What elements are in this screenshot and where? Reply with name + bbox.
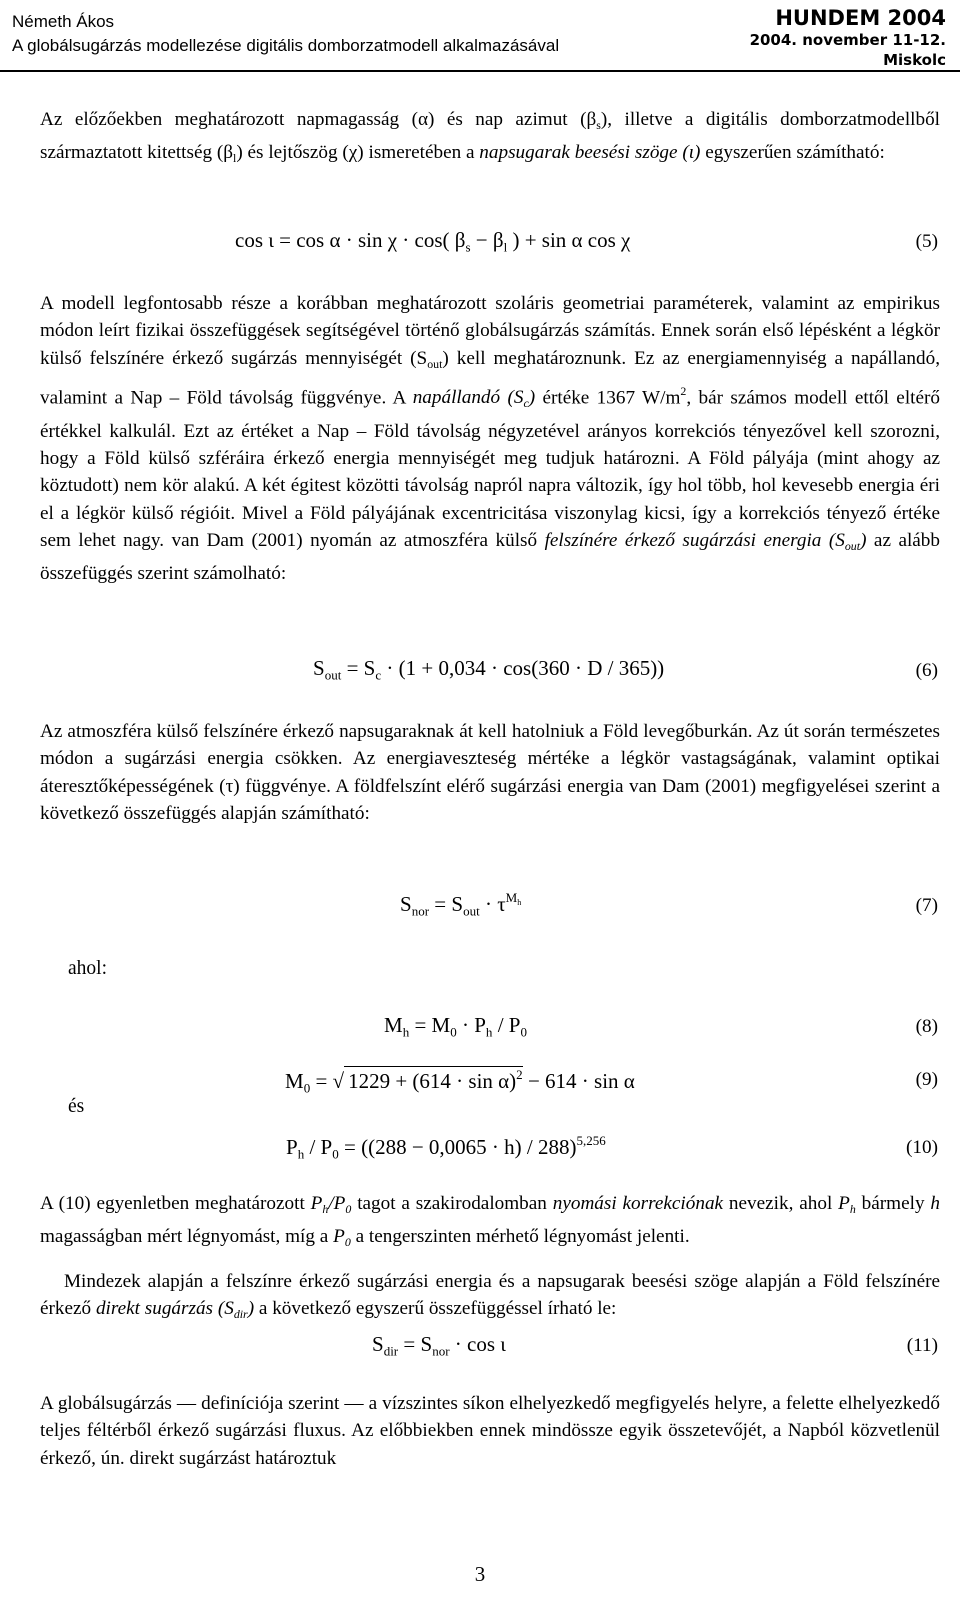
eq-part: / P (304, 1135, 333, 1160)
italic-run: ) (247, 1298, 255, 1320)
eq-sub: 0 (332, 1146, 339, 1162)
paper-title: A globálsugárzás modellezése digitális domborzatmodell alkalmazásával (12, 36, 560, 55)
paragraph-atmosphere-loss: Az atmoszféra külső felszínére érkező napsugaraknak át kell hatolniuk a Föld levegőburkán. Az út során természetes módon a sugárzási energia csökken. Az energiaveszteség mértéke a légkör vastagságának, valamint optikai áteresztőképességének (τ) függvénye. A földfelszínt elérő sugárzási energia van Dam (2001) megfigyelései szerint a következő összefüggés alapján számítható: (40, 721, 940, 824)
text-run: a tengerszinten mérhető légnyomást jelenti. (350, 1226, 690, 1248)
italic-run: /P (328, 1193, 346, 1214)
text-run: tagot a szakirodalomban (351, 1193, 553, 1214)
eq-sub: l (503, 239, 508, 255)
eq-part: = M (409, 1013, 451, 1037)
text-run: nevezik, ahol (723, 1193, 839, 1214)
text-run: ) kell meghatároznunk. Ez az energiamennyiség a napállandó, valamint a Nap – Föld távolság függvénye. A (40, 347, 940, 409)
equation-10 (286, 1133, 606, 1163)
eq-sub: out (324, 667, 342, 683)
text-run: értéke 1367 W/m (535, 387, 681, 409)
paragraph-pressure-correction (40, 1190, 940, 1257)
eq-part: S (400, 892, 412, 917)
paragraph-incidence-angle (40, 106, 940, 173)
equation-number-5: (5) (915, 231, 938, 252)
equation-number-8: (8) (915, 1016, 938, 1037)
paragraph-direct-radiation (40, 1268, 940, 1329)
paragraph-global-radiation: A globálsugárzás — definíciója szerint — a vízszintes síkon elhelyezkedő megfigyelés helyre, a felette elhelyezkedő teljes féltérből érkező sugárzási fluxus. Az előbbiekben ennek mindössze egyik összetevőjét, a Napból közvetlenül érkező, ún. direkt sugárzást határoztuk (40, 1393, 940, 1469)
text-run: egyszerűen számítható: (700, 142, 885, 164)
eq-part: · τ (479, 892, 506, 917)
equation-number-10: (10) (906, 1137, 938, 1158)
header-rule (0, 70, 960, 72)
eq-part: · cos ι (449, 1332, 506, 1356)
text-run: ) és lejtőszög (χ) ismeretében a (236, 142, 480, 164)
eq-part: 1229 + (614 · sin α) (348, 1069, 517, 1094)
eq-part: S (372, 1332, 384, 1356)
italic-run: P (310, 1193, 323, 1214)
eq-sub: h (297, 1146, 305, 1162)
subscript: 0 (345, 1202, 352, 1217)
italic-run: felszínére érkező sugárzási energia (S (544, 530, 845, 552)
author-name: Németh Ákos (12, 12, 115, 31)
text-run: az alább összefüggés szerint számolható: (40, 530, 940, 585)
conference-name: HUNDEM 2004 (775, 6, 946, 30)
italic-term: napsugarak beesési szöge (ι) (479, 142, 701, 164)
eq-sub: out (463, 903, 480, 919)
text-run: Az előzőekben meghatározott napmagasság (α) és nap azimut (β (40, 109, 597, 130)
eq-sub: c (375, 667, 382, 683)
eq-sub: 0 (303, 1080, 311, 1096)
eq-sub: 0 (520, 1024, 527, 1040)
eq-part: M (384, 1013, 403, 1037)
italic-term (544, 530, 867, 554)
eq-part: − 614 · sin α (522, 1069, 635, 1094)
eq-sub: h (517, 897, 522, 907)
page-number: 3 (474, 1562, 486, 1586)
equation-number-11: (11) (906, 1335, 938, 1356)
italic-run: napállandó (S (412, 387, 524, 409)
eq-part: / P (492, 1013, 521, 1037)
text-run: A modell legfontosabb része a korábban meghatározott szoláris geometriai paraméterek, valamint az empirikus módon leírt fizikai összefüggések segítségével történő globálsugárzás számítás. Ennek során első lépésként a légkör külső felszínére érkező sugárzás mennyiségét (S (40, 293, 940, 369)
eq-sup (506, 890, 522, 905)
label-es: és (68, 1096, 85, 1117)
eq-part: = ((288 − 0,0065 · h) / 288) (338, 1135, 577, 1160)
eq-part: = S (341, 656, 376, 680)
eq-part: M (285, 1069, 304, 1094)
eq-sub: nor (411, 903, 430, 919)
equation-7 (400, 890, 521, 920)
running-header-left (12, 10, 559, 58)
equation-5 (235, 228, 630, 256)
equation-number-7: (7) (915, 895, 938, 916)
paragraph-solar-constant (40, 290, 940, 588)
eq-sup-part: M (505, 890, 518, 905)
italic-term (412, 387, 536, 411)
eq-sub: s (465, 239, 471, 255)
eq-sup: 5,256 (576, 1133, 606, 1148)
subscript: c (523, 396, 529, 411)
label-ahol: ahol: (68, 958, 107, 979)
italic-run: direkt sugárzás (S (95, 1298, 234, 1320)
italic-run: P (838, 1193, 850, 1214)
eq-part: S (313, 656, 325, 680)
eq-part: = (310, 1069, 333, 1094)
italic-term (95, 1298, 255, 1322)
conference-date: 2004. november 11-12. (749, 31, 946, 49)
eq-part: ) + sin α cos χ (507, 228, 631, 252)
eq-part: − β (470, 228, 504, 252)
eq-part: cos ι = cos α · sin χ · cos( β (235, 228, 466, 252)
eq-sup: 2 (516, 1067, 523, 1082)
italic-term: nyomási korrekciónak (552, 1193, 724, 1214)
eq-sub: h (485, 1024, 493, 1040)
subscript: out (427, 356, 443, 371)
eq-sub: nor (432, 1343, 450, 1359)
eq-part: P (286, 1135, 298, 1160)
italic-term (333, 1226, 351, 1250)
subscript: h (849, 1202, 856, 1217)
eq-sub: h (402, 1024, 410, 1040)
subscript: l (233, 151, 237, 166)
italic-run: ) (528, 387, 536, 409)
italic-term (838, 1193, 856, 1217)
equation-9 (285, 1066, 635, 1097)
text-run: ), illetve a digitális domborzatmodellből származtatott kitettség (β (40, 109, 940, 164)
italic-term: h (930, 1193, 941, 1214)
eq-sub: dir (383, 1343, 399, 1359)
italic-run: ) (860, 530, 867, 552)
eq-part: = S (429, 892, 464, 917)
eq-part: = S (398, 1332, 433, 1356)
italic-term (310, 1193, 352, 1217)
eq-part: · (1 + 0,034 · cos(360 · D / 365)) (381, 656, 665, 680)
text-run: A (10) egyenletben meghatározott (40, 1193, 311, 1214)
subscript: h (322, 1202, 329, 1217)
text-run: , bár számos modell ettől eltérő értékkel kalkulál. Ezt az értéket a Nap – Föld távolság négyzetével arányos korrekciós tényezővel kell szorozni, hogy a Föld külső szféráira érkező energia mennyiségét meg tudjuk határozni. A Föld pályája (mint ahogy az köztudott) nem kör alakú. A két égitest közötti távolság napról napra változik, így hol több, hol kevesebb energia éri el a légkör külső régióit. Mivel a Föld pályájának excentricitása viszonylag kicsi, így a korrekciós tényező értéke sem lehet nagy. van Dam (2001) nyomán az atmoszféra külső (40, 387, 940, 552)
subscript: dir (233, 1307, 248, 1322)
equation-11 (372, 1332, 506, 1360)
sqrt-sign: √ (332, 1069, 345, 1094)
running-header-right (750, 6, 946, 70)
text-run: a következő egyszerű összefüggéssel írható le: (254, 1298, 617, 1320)
equation-8 (384, 1013, 527, 1041)
subscript: 0 (344, 1235, 351, 1250)
superscript: 2 (680, 384, 687, 399)
text-run: magasságban mért légnyomást, míg a (40, 1226, 334, 1248)
subscript: s (596, 118, 601, 133)
equation-number-9: (9) (915, 1069, 938, 1090)
equation-number-6: (6) (915, 660, 938, 681)
text-run: bármely (855, 1193, 931, 1214)
text-run: Mindezek alapján a felszínre érkező sugárzási energia és a napsugarak beesési szöge alapján a Föld felszínére érkező (40, 1271, 940, 1320)
conference-place: Miskolc (883, 51, 946, 69)
eq-sub: 0 (450, 1024, 457, 1040)
eq-part: · P (456, 1013, 486, 1037)
italic-run: P (333, 1226, 345, 1248)
subscript: out (844, 539, 861, 554)
sqrt-radicand (344, 1066, 523, 1094)
equation-6 (313, 656, 664, 684)
